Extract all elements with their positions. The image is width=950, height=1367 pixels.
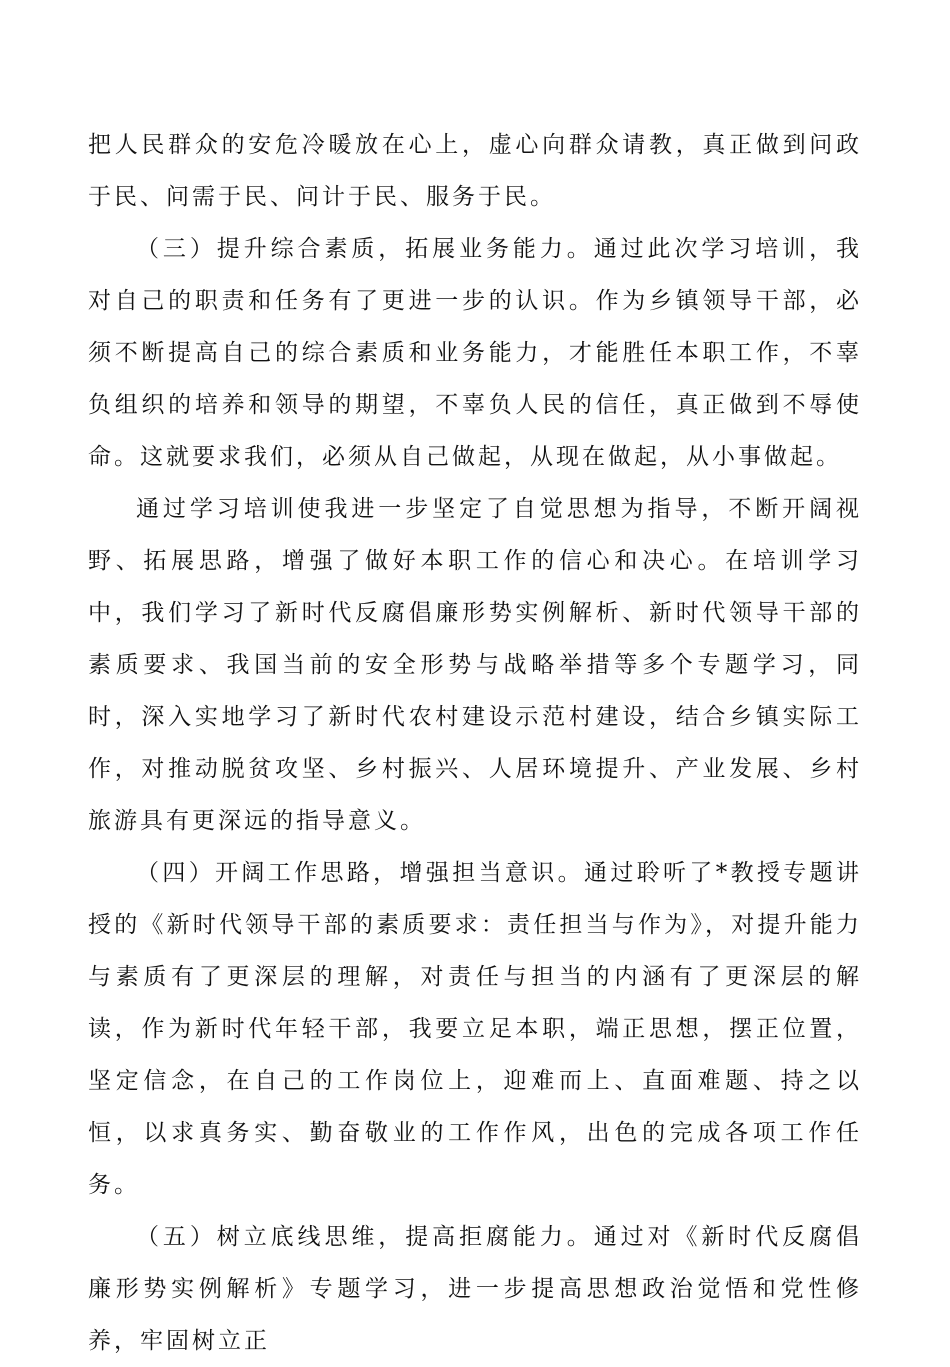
paragraph-continuation: 把人民群众的安危冷暖放在心上，虚心向群众请教，真正做到问政于民、问需于民、问计于民、服务于民。 xyxy=(88,132,862,210)
paragraph-section-five: （五）树立底线思维，提高拒腐能力。通过对《新时代反腐倡廉形势实例解析》专题学习，进一步提高思想政治觉悟和党性修养，牢固树立正 xyxy=(88,1224,862,1354)
paragraph-section-three: （三）提升综合素质，拓展业务能力。通过此次学习培训，我对自己的职责和任务有了更进一步的认识。作为乡镇领导干部，必须不断提高自己的综合素质和业务能力，才能胜任本职工作，不辜负组织的培养和领导的期望，不辜负人民的信任，真正做到不辱使命。这就要求我们，必须从自己做起，从现在做起，从小事做起。 xyxy=(88,236,862,470)
paragraph-section-four: （四）开阔工作思路，增强担当意识。通过聆听了*教授专题讲授的《新时代领导干部的素质要求：责任担当与作为》，对提升能力与素质有了更深层的理解，对责任与担当的内涵有了更深层的解读，作为新时代年轻干部，我要立足本职，端正思想，摆正位置，坚定信念，在自己的工作岗位上，迎难而上、直面难题、持之以恒，以求真务实、勤奋敬业的工作作风，出色的完成各项工作任务。 xyxy=(88,860,862,1198)
document-body xyxy=(88,119,862,1367)
paragraph-training-summary: 通过学习培训使我进一步坚定了自觉思想为指导，不断开阔视野、拓展思路，增强了做好本职工作的信心和决心。在培训学习中，我们学习了新时代反腐倡廉形势实例解析、新时代领导干部的素质要求、我国当前的安全形势与战略举措等多个专题学习，同时，深入实地学习了新时代农村建设示范村建设，结合乡镇实际工作，对推动脱贫攻坚、乡村振兴、人居环境提升、产业发展、乡村旅游具有更深远的指导意义。 xyxy=(88,496,862,834)
